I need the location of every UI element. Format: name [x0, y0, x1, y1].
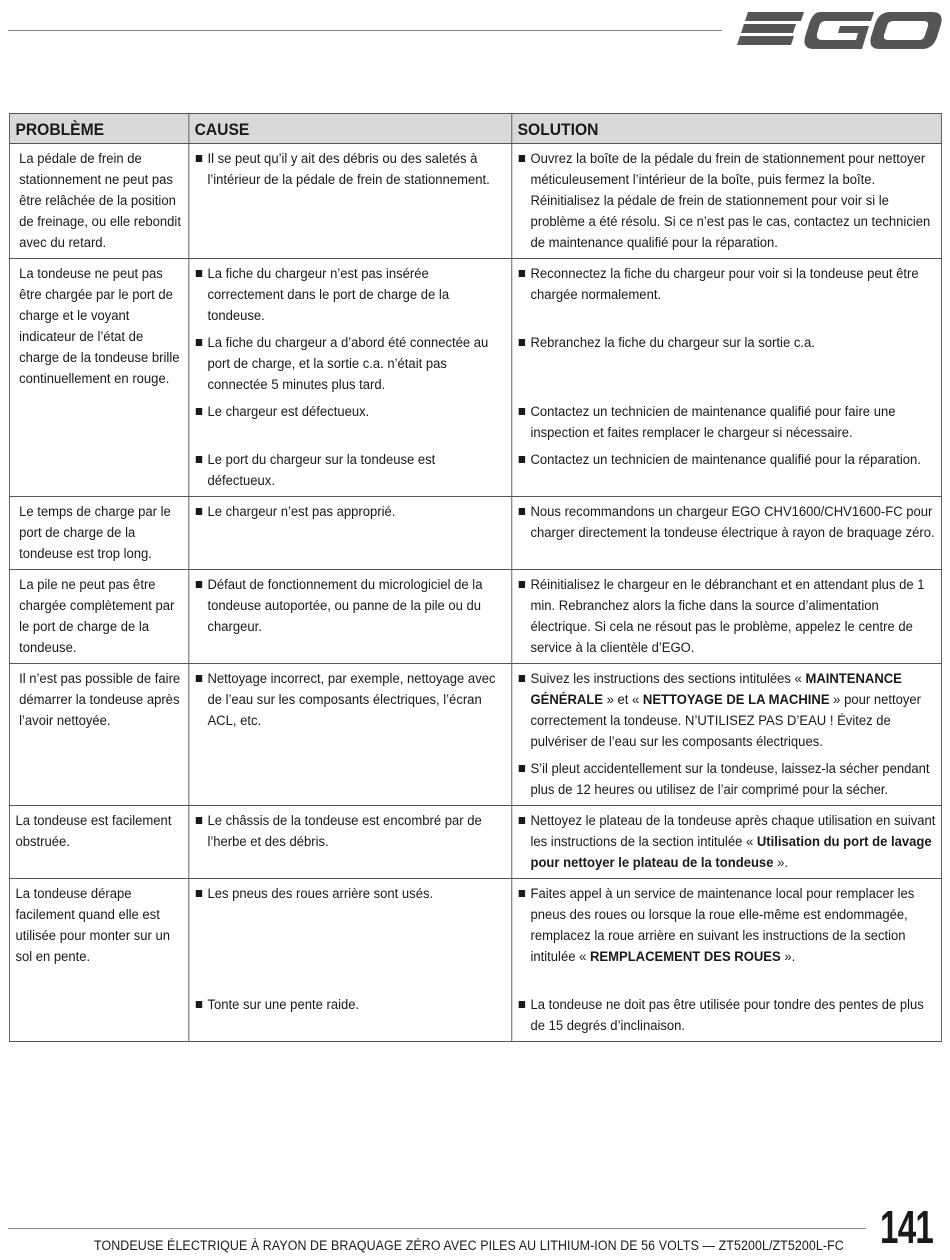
cause-cell	[189, 570, 512, 664]
solution-bold-ref: Utilisation du port de lavage pour nettoyer le plateau de la tondeuse	[530, 834, 932, 871]
problem-cell: Il n’est pas possible de faire démarrer la tondeuse après l’avoir nettoyée.	[9, 664, 188, 806]
cause-item: La fiche du chargeur a d’abord été connectée au port de charge, et la sortie c.a. n’était pas connectée 5 minutes plus tard.	[195, 333, 506, 396]
cause-cell	[189, 664, 512, 806]
solution-item: La tondeuse ne doit pas être utilisée pour tondre des pentes de plus de 15 degrés d’inclinaison.	[518, 995, 936, 1037]
cause-item: Défaut de fonctionnement du micrologiciel de la tondeuse autoportée, ou panne de la pile ou du chargeur.	[195, 575, 506, 638]
table-row	[9, 664, 941, 806]
header-problem: PROBLÈME	[9, 114, 188, 144]
problem-cell: La pédale de frein de stationnement ne peut pas être relâchée de la position de freinage, ou elle rebondit avec du retard.	[9, 144, 188, 259]
problem-cell: Le temps de charge par le port de charge de la tondeuse est trop long.	[9, 497, 188, 570]
cause-item: Tonte sur une pente raide.	[195, 995, 506, 1016]
cause-item: Le chargeur est défectueux.	[195, 402, 506, 444]
solution-cell	[512, 497, 942, 570]
solution-item: Ouvrez la boîte de la pédale du frein de stationnement pour nettoyer méticuleusement l’intérieur de la boîte, puis fermez la boîte. Réinitialisez la pédale de frein de stationnement pour voir si le problème a été résolu. Si ce n’est pas le cas, contactez un technicien de maintenance qualifié pour la réparation.	[518, 149, 936, 254]
cause-cell	[189, 259, 512, 497]
solution-item	[518, 669, 936, 753]
table-row	[9, 497, 941, 570]
cause-item: La fiche du chargeur n’est pas insérée correctement dans le port de charge de la tondeuse.	[195, 264, 506, 327]
cause-item: Nettoyage incorrect, par exemple, nettoyage avec de l’eau sur les composants électriques, l’écran ACL, etc.	[195, 669, 506, 732]
troubleshooting-table	[9, 113, 942, 1042]
solution-cell	[512, 144, 942, 259]
cause-item: Le châssis de la tondeuse est encombré par de l’herbe et des débris.	[195, 811, 506, 853]
table-row	[9, 570, 941, 664]
solution-item: Contactez un technicien de maintenance qualifié pour faire une inspection et faites remplacer le chargeur si nécessaire.	[518, 402, 936, 444]
problem-cell: La tondeuse ne peut pas être chargée par le port de charge et le voyant indicateur de l’état de charge de la tondeuse brille continuellement en rouge.	[9, 259, 188, 497]
solution-item	[518, 811, 936, 874]
solution-item: Réinitialisez le chargeur en le débranchant et en attendant plus de 1 min. Rebranchez alors la fiche dans la source d’alimentation électrique. Si cela ne résout pas le problème, appelez le centre de service à la clientèle d’EGO.	[518, 575, 936, 659]
problem-cell: La tondeuse est facilement obstruée.	[9, 806, 188, 879]
solution-text: ».	[773, 855, 788, 871]
cause-item: Les pneus des roues arrière sont usés.	[195, 884, 506, 989]
solution-item: Rebranchez la fiche du chargeur sur la sortie c.a.	[518, 333, 936, 396]
cause-item: Il se peut qu’il y ait des débris ou des saletés à l’intérieur de la pédale de frein de stationnement.	[195, 149, 506, 191]
cause-item: Le port du chargeur sur la tondeuse est défectueux.	[195, 450, 506, 492]
table-row	[9, 806, 941, 879]
header-solution: SOLUTION	[512, 114, 942, 144]
cause-cell	[189, 879, 512, 1042]
table-header-row	[9, 114, 941, 144]
cause-item: Le chargeur n’est pas approprié.	[195, 502, 506, 523]
footer-title: TONDEUSE ÉLECTRIQUE À RAYON DE BRAQUAGE ZÉRO AVEC PILES AU LITHIUM-ION DE 56 VOLTS — ZT5200L/ZT5200L-FC	[94, 1238, 844, 1253]
solution-cell	[512, 570, 942, 664]
ego-logo-graphic	[734, 4, 944, 58]
table-row	[9, 144, 941, 259]
header-rule	[8, 30, 722, 31]
solution-cell	[512, 664, 942, 806]
solution-text: ».	[780, 949, 796, 965]
solution-text: » pour nettoyer correctement la tondeuse. N’UTILISEZ PAS D’EAU ! Évitez de pulvériser de l’eau sur les composants électriques.	[530, 692, 921, 750]
solution-bold-ref: REMPLACEMENT DES ROUES	[589, 949, 781, 965]
table-row	[9, 879, 941, 1042]
solution-text: » et «	[603, 692, 643, 708]
problem-cell: La tondeuse dérape facilement quand elle est utilisée pour monter sur un sol en pente.	[9, 879, 188, 1042]
solution-item: Reconnectez la fiche du chargeur pour voir si la tondeuse peut être chargée normalement.	[518, 264, 936, 327]
solution-bold-ref: MAINTENANCE GÉNÉRALE	[530, 671, 902, 708]
solution-text: Suivez les instructions des sections intitulées «	[530, 671, 806, 687]
footer-rule	[8, 1228, 866, 1229]
solution-cell	[512, 259, 942, 497]
cause-cell	[189, 806, 512, 879]
problem-cell: La pile ne peut pas être chargée complètement par le port de charge de la tondeuse.	[9, 570, 188, 664]
solution-bold-ref: NETTOYAGE DE LA MACHINE	[642, 692, 830, 708]
table-row	[9, 259, 941, 497]
header-cause: CAUSE	[189, 114, 512, 144]
cause-cell	[189, 497, 512, 570]
ego-logo	[734, 4, 944, 58]
cause-cell	[189, 144, 512, 259]
solution-item: Nous recommandons un chargeur EGO CHV1600/CHV1600-FC pour charger directement la tondeuse électrique à rayon de braquage zéro.	[518, 502, 936, 544]
solution-cell	[512, 879, 942, 1042]
solution-text: Nettoyez le plateau de la tondeuse après chaque utilisation en suivant les instructions de la section intitulée «	[530, 813, 936, 850]
solution-item	[518, 884, 936, 989]
solution-cell	[512, 806, 942, 879]
solution-item: S’il pleut accidentellement sur la tondeuse, laissez-la sécher pendant plus de 12 heures ou utilisez de l’air comprimé pour la sécher.	[518, 759, 936, 801]
page-number: 141	[880, 1201, 934, 1253]
solution-text: Faites appel à un service de maintenance local pour remplacer les pneus des roues ou lorsque la roue elle-même est endommagée, remplacez la roue arrière en suivant les instructions de la section intitulée «	[530, 886, 915, 965]
solution-item: Contactez un technicien de maintenance qualifié pour la réparation.	[518, 450, 936, 471]
